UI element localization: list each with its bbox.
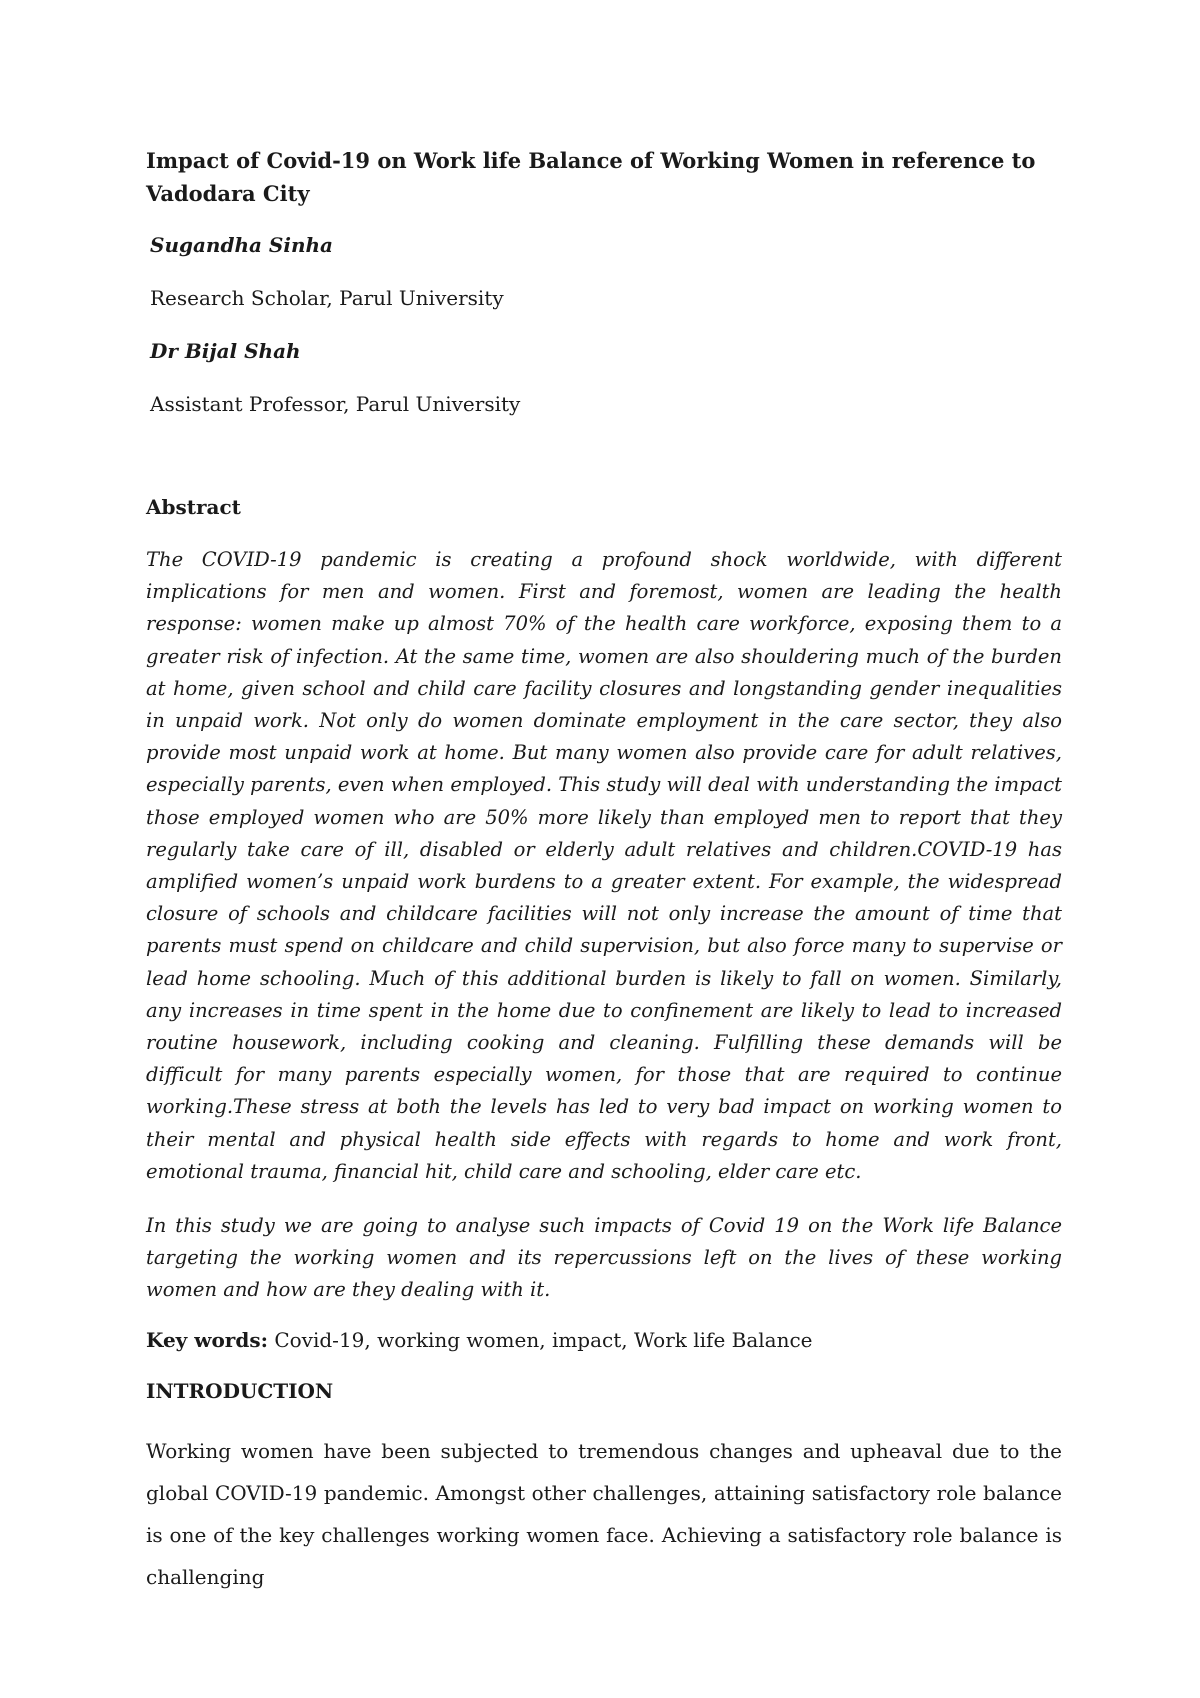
introduction-paragraph: Working women have been subjected to tremendous changes and upheaval due to the global COVID-19 pandemic. Amongst other challenges, attaining satisfactory role balance is one of the key challenges working women face. Achieving a satisfactory role balance is challenging <box>146 1439 1062 1589</box>
abstract-paragraph-1: The COVID-19 pandemic is creating a profound shock worldwide, with different implications for men and women. First and foremost, women are leading the health response: women make up almost 70% of the health care workforce, exposing them to a greater risk of infection. At the same time, women are also shouldering much of the burden at home, given school and child care facility closures and longstanding gender inequalities in unpaid work. Not only do women dominate employment in the care sector, they also provide most unpaid work at home. But many women also provide care for adult relatives, especially parents, even when employed. This study will deal with understanding the impact those employed women who are 50% more likely than employed men to report that they regularly take care of ill, disabled or elderly adult relatives and children.COVID-19 has amplified women’s unpaid work burdens to a greater extent. For example, the widespread closure of schools and childcare facilities will not only increase the amount of time that parents must spend on childcare and child supervision, but also force many to supervise or lead home schooling. Much of this additional burden is likely to fall on women. Similarly, any increases in time spent in the home due to confinement are likely to lead to increased routine housework, including cooking and cleaning. Fulfilling these demands will be difficult for many parents especially women, for those that are required to continue working.These stress at both the levels has led to very bad impact on working women to their mental and physical health side effects with regards to home and work front, emotional trauma, financial hit, child care and schooling, elder care etc. <box>146 548 1062 1183</box>
keywords-line <box>146 1326 1062 1354</box>
author-name-2: Dr Bijal Shah <box>150 339 301 363</box>
abstract-heading: Abstract <box>146 495 241 519</box>
keywords-text: Covid-19, working women, impact, Work life Balance <box>267 1328 813 1352</box>
author-name-1: Sugandha Sinha <box>150 233 333 257</box>
author-affiliation-2: Assistant Professor, Parul University <box>150 392 521 416</box>
keywords-label: Key words: <box>146 1328 268 1352</box>
abstract-paragraph-2: In this study we are going to analyse such impacts of Covid 19 on the Work life Balance targeting the working women and its repercussions left on the lives of these working women and how are they dealing with it. <box>146 1214 1062 1302</box>
author-affiliation-1: Research Scholar, Parul University <box>150 286 504 310</box>
introduction-heading: INTRODUCTION <box>146 1379 334 1403</box>
paper-title: Impact of Covid-19 on Work life Balance of Working Women in reference to Vadodara City <box>146 148 1036 206</box>
